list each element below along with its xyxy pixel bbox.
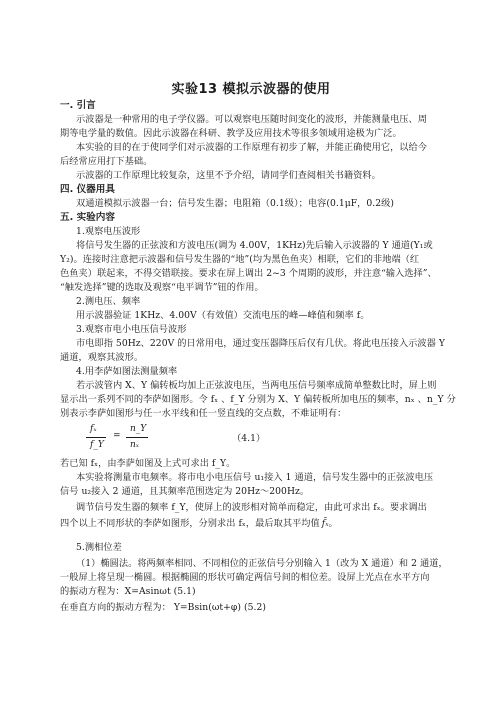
page-title: 实验13 模拟示波器的使用 <box>171 82 331 97</box>
content-heading: 五. 实验内容 <box>60 212 115 223</box>
content-line-1: 1.观察电压波形 <box>76 226 141 237</box>
intro-line-5: 示波器的工作原理比较复杂，这里不予介绍，请同学们查阅相关书籍资料。 <box>76 170 381 181</box>
content-line-13: 显示出一系列不同的李萨如图形。令 fₓ 、f_Y 分别为 X、Y 偏转板所加电压的频率，nₓ 、n_Y 分 <box>60 394 456 405</box>
after-eq-line-2: 本实验将测量市电频率。将市电小电压信号 u₁接入 1 通道，信号发生器中的正弦波电压 <box>76 472 434 483</box>
after-eq-line-5 <box>60 518 338 530</box>
after-eq-line-7: （1）椭圆法。将两频率相同、不同相位的正弦信号分别输入 1（改为 X 通道）和 2 通道， <box>76 558 448 569</box>
after-eq-line-4: 调节信号发生器的频率 f_Y，使屏上的波形相对简单而稳定，由此可求出 fₓ。要求调出 <box>76 502 427 513</box>
intro-line-4: 后经常应用打下基础。 <box>60 156 153 167</box>
content-line-11: 4.用李萨如图法测量频率 <box>76 366 178 377</box>
content-line-12: 若示波管内 X、Y 偏转板均加上正弦波电压，当两电压信号频率成简单整数比时，屏上则 <box>76 380 437 391</box>
equation-equals-sign: = <box>113 431 121 441</box>
content-line-6: 2.测电压、频率 <box>76 296 141 307</box>
mean-frequency-symbol: f̄ₓ <box>321 518 329 529</box>
after-eq-line-5-period: 。 <box>328 518 338 529</box>
equation-lhs-denominator: f_Y <box>90 440 104 450</box>
after-eq-line-5-text: 四个以上不同形状的李萨如图形，分别求出 fₓ，最后取其平均值 <box>60 518 320 529</box>
equipment-line: 双通道模拟示波器一台；信号发生器；电阻箱（0.1级）；电容(0.1μF，0.2级) <box>76 198 395 209</box>
equation-lhs-fraction-bar <box>86 437 106 438</box>
content-line-8: 3.观察市电小电压信号波形 <box>76 324 187 335</box>
intro-heading: 一. 引言 <box>60 100 96 111</box>
after-eq-line-9: 的振动方程为：X=Asinωt (5.1) <box>60 586 196 597</box>
content-line-14: 别表示李萨如图形与任一水平线和任一竖直线的交点数，不难证明有： <box>60 408 347 419</box>
content-line-2: 将信号发生器的正弦波和方波电压(调为 4.00V，1KHz)先后输入示波器的 Y 通道(Y₁或 <box>76 240 433 251</box>
after-eq-line-1: 若已知 fₓ，由李萨如图及上式可求出 f_Y。 <box>60 458 236 469</box>
intro-line-1: 示波器是一种常用的电子学仪器。可以观察电压随时间变化的波形，并能测量电压、周 <box>76 114 428 125</box>
after-eq-line-8: 一般屏上将呈现一椭圆。根据椭圆的形状可确定两信号间的相位差。设屏上光点在水平方向 <box>60 572 430 583</box>
after-eq-line-3: 信号 u₂接入 2 通道，且其频率范围选定为 20Hz～200Hz。 <box>60 486 310 497</box>
content-line-7: 用示波器验证 1KHz、4.00V（有效值）交流电压的峰—峰值和频率 f。 <box>76 310 370 321</box>
after-eq-line-10: 在垂直方向的振动方程为： Y=Bsin(ωt+φ) (5.2) <box>60 602 266 613</box>
content-line-4: 色鱼夹）联起来，不得交错联接。要求在屏上调出 2~3 个周期的波形，并注意“输入选择”、 <box>60 268 437 279</box>
equation-4-1 <box>86 422 186 454</box>
intro-line-3: 本实验的目的在于使同学们对示波器的工作原理有初步了解，并能正确使用它，以给今 <box>76 142 428 153</box>
content-line-10: 通道，观察其波形。 <box>60 352 144 363</box>
content-line-5: “触发选择”键的选取及观察“电平调节”钮的作用。 <box>60 282 264 293</box>
equation-number: （4.1） <box>232 433 266 444</box>
equation-rhs-numerator: n_Y <box>130 424 147 434</box>
content-line-3: Y₂)。连接时注意把示波器和信号发生器的“地”(均为黑色鱼夹）相联，它们的非地端（红 <box>60 254 420 265</box>
equation-lhs-numerator: fₓ <box>90 424 97 434</box>
intro-line-2: 期等电学量的数值。因此示波器在科研、教学及应用技术等很多领域用途极为广泛。 <box>60 128 402 139</box>
equation-rhs-denominator: nₓ <box>130 440 139 450</box>
equipment-heading: 四. 仪器用具 <box>60 184 115 195</box>
equation-rhs-fraction-bar <box>126 437 148 438</box>
content-line-9: 市电即指 50Hz、220V 的日常用电，通过变压器降压后仅有几伏。将此电压接入示波器 Y <box>76 338 445 349</box>
after-eq-line-6: 5.测相位差 <box>76 542 122 553</box>
